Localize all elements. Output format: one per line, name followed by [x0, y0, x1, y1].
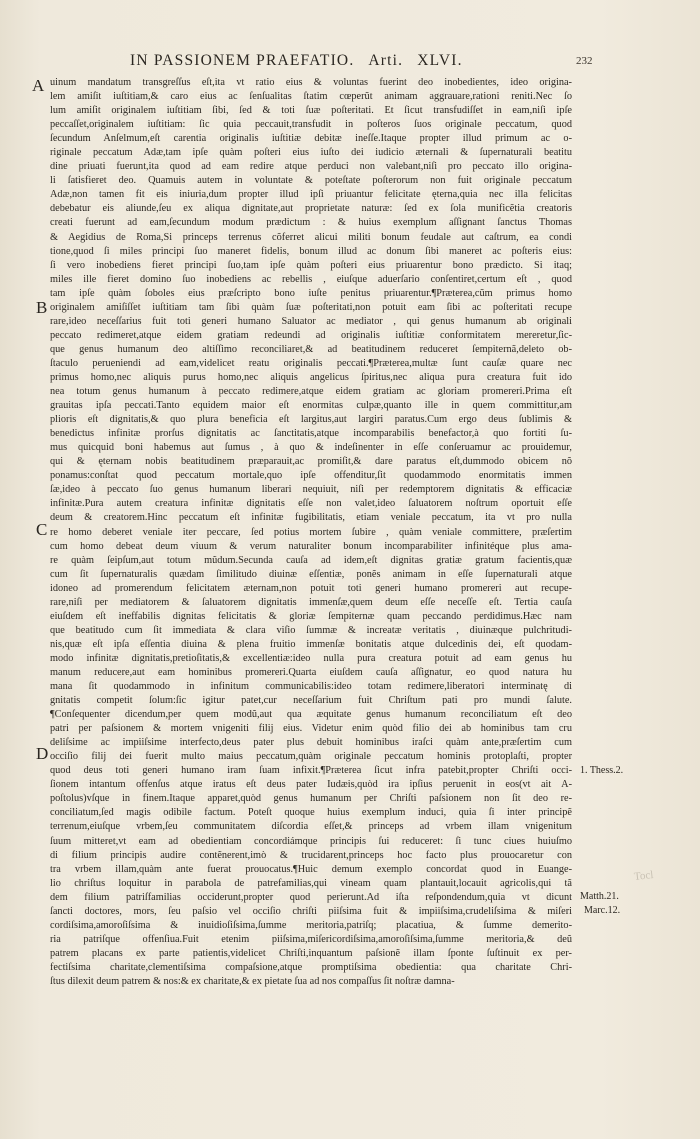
- text-line: creati fuerunt ad eam,ſecundum modum prædictum : & huius exemplum aſſignant ſanctus Thomas: [50, 217, 572, 229]
- text-line: nis,quæ eſt ipſa eſſentia diuina & plena fruitio immenſæ bonitatis atque dulcedinis dei, eſt quodam-: [50, 638, 572, 650]
- text-line: peccaſſet,originalem iuſtitiam: ſic quia peccauit,transfudit in poſteros ſuos originale peccatum, quod: [50, 119, 572, 131]
- text-line: quod deus toti generi humano iram ſuam infixit.¶Præterea ſicut infra patebit,propter Chriſti occi-: [50, 765, 572, 777]
- text-line: qui & ęternam nobis beatitudinem præparauit,ac promiſit,& dare paratus eſt,dummodo obicem nõ: [50, 456, 572, 468]
- text-line: eiuſdem eſt ineffabilis dignitas felicitatis & gloriæ ſempiternæ quam peccando perdidimus.Hæc nam: [50, 610, 572, 622]
- text-line: poſtolus)vſque in finem.Itaque apparet,quòd genus humanum per Chriſti paſsionem non ſit deo re-: [50, 793, 572, 805]
- text-line: nea totum genus humanum à peccato redimere,atque eidem gratiam ac gloriam promereri.Prima eſt: [50, 386, 572, 398]
- running-header: [130, 52, 610, 70]
- text-line: deliſsime ac impiiſsime interfecto,deus pater plus debuit hominibus iraſci quàm ante,præſertim cum: [50, 737, 572, 749]
- section-marker-d: D: [36, 744, 49, 763]
- text-line: plioris eſt dignitatis,& quo plura beneficia eſt largitus,aut largiri paratus.Cum ergo deus ſublimis &: [50, 414, 572, 426]
- margin-note-thess: 1. Thess.2.: [580, 765, 624, 776]
- text-line: fectiſsima charitate,clementiſsima compaſsione,atque promptiſsima obedientia: qua charitate Chri-: [50, 961, 572, 973]
- text-line: ponamus:conſtat quod peccatum mortale,quo ipſe offenditur,ſit quodammodo enormitatis immen: [50, 470, 572, 482]
- text-line: patrem placans ex parte patientis,videlicet Chriſti,inquantum paſsionẽ illam ſponte ſuſtinuit ex per-: [50, 947, 572, 959]
- text-line: lem amiſit iuſtitiam,& caro eius ac ſenſualitas ſtatim cœperũt animam aggrauare,rationi reniti.Nec ſo: [50, 91, 572, 103]
- text-line: ¶Conſequenter dicendum,per quem modũ,aut qua æquitate genus humanum reconciliatum eſt deo: [50, 709, 572, 721]
- text-line: ſecundum Anſelmum,eſt carentia originalis iuſtitiæ debitæ ineſſe.Itaque propter illud primum ac o-: [50, 133, 572, 145]
- text-line: grauitas ipſa peccati.Tanto equidem maior eſt enormitas culpæ,quanto ille in quem committitur,am: [50, 400, 572, 412]
- text-line: lio chriſtus loquitur in parabola de patrefamilias,qui vineam quam plantauit,locauit agricolis,qui tã: [50, 877, 572, 889]
- text-line: tione,quod ſi miles principi ſuo maneret fidelis, bonum illud ac donum ſibi maneret ac poſteris eius:: [50, 245, 572, 257]
- section-marker-c: C: [36, 520, 48, 539]
- text-line: conciliatum,ſed magis odibile factum. Poteſt quoque huius exemplum induci, quia ſi inter principẽ: [50, 807, 572, 819]
- text-line: que genus humanum deo altiſſimo reconciliaret,& ad beatitudinem reduceret ſempiternã,deleto ob-: [50, 343, 572, 355]
- text-line: rare,ideo neceſſarius fuit toti generi humano Saluator ac mediator , qui genus humanum ab originali: [50, 315, 572, 327]
- header-article: Arti.: [368, 52, 404, 69]
- text-line: rare,niſi per mediatorem & ſaluatorem dignitatis immenſæ,quem deum eſſe neceſſe eſt. Tertia cauſa: [50, 596, 572, 608]
- text-line: ſionem intantum offenſus atque iratus eſt deus pater Iudæis,quòd ira ipſius peruenit in eos(vt ait A-: [50, 779, 572, 791]
- text-line: modo infinitæ dignitatis,pretioſitatis,& excellentiæ:ideo nulla pura creatura potuit ad eam genus hu: [50, 652, 572, 664]
- text-line: tam ipſe quàm ſoboles eius præſcripto bono iuſte penitus priuarentur.¶Præterea,cũm primus homo: [50, 287, 572, 299]
- text-line: idoneo ad promerendum felicitatem æternam,non potuit toti generi humano promereri aut recupe-: [50, 582, 572, 594]
- text-line: li ſatisfieret deo. Quamuis autem in voluntate & poteſtate poſterorum non fuit originale peccatum: [50, 175, 572, 187]
- body-text: [50, 76, 572, 989]
- text-line: primus homo,nec aliquis purus homo,nec aliquis angelicus ſpiritus,nec aliqua pura creatura fuit ido: [50, 371, 572, 383]
- margin-note-matth: Matth.21.: [580, 891, 619, 902]
- text-line: ſancti doctores, mors, ſeu paſsio vel occiſio chriſti piiſsima fuit & impiiſsima,crudeliſsima & miſeri: [50, 905, 572, 917]
- text-line: manum reducere,aut eam hominibus promereri.Quarta eiuſdem cauſa aſſignatur, eo quod natura hu: [50, 666, 572, 678]
- text-line: cum homo debeat deum viuum & verum naturaliter bonum incomparabiliter infinitéque plus ama-: [50, 540, 572, 552]
- text-line: tra vrbem illam,quàm ante fuerat prouocatus.¶Huic demum exemplo concordat quod in Euange-: [50, 863, 572, 875]
- text-line: peccato redimeret,atque eidem gratiam redeundi ad originalis iuſtitiæ conformitatem mereretur,ſic-: [50, 329, 572, 341]
- text-line: originalem amiſiſſet iuſtitiam tam ſibi quàm ſuæ poſteritati,non potuit eam ſibi ac poſteritati recupe: [50, 301, 572, 313]
- section-marker-b: B: [36, 298, 48, 317]
- text-line: gnitatis competit ſolum:ſic igitur patet,cur neceſſarium fuit Chriſtum pati pro mundi ſalute.: [50, 695, 572, 707]
- text-line: re homo deberet veniale iter peccare, ſed potius mortem ſubire , quàm veniale committere, præſertim: [50, 526, 572, 538]
- text-line: miles ille fieret domino ſuo inobediens ac rebellis , eiuſque aduerſario conſentiret,certum eſt , quod: [50, 273, 572, 285]
- text-line: deum & creatorem.Hinc peccatum eſt infinitæ fugibilitatis, etiam veniale peccatum, ita vt pro nulla: [50, 512, 572, 524]
- text-line: mus quicquid boni habemus aut ſumus , à quo & indeſinenter in eſſe conſeruamur ac prouidemur,: [50, 442, 572, 454]
- text-line: ſtus dilexit deum patrem & nos:& ex charitate,& ex pietate ſua ad nos compaſſus ſit noſtræ damna-: [50, 976, 455, 987]
- bleed-through-stain: Tocl: [633, 869, 654, 883]
- header-roman-numeral: XLVI.: [417, 52, 463, 69]
- text-line: mana ſit quodammodo in infinitum communicabilis:ideo totam redimere,liberatori interminatę di: [50, 681, 572, 693]
- text-line: & Aegidius de Roma,Si princeps terrenus cõferret alicui militi bonum feudale aut caſtrum, ea condi: [50, 231, 572, 243]
- text-line: Adæ,non tamen fit eis iniuria,dum propter illud ipſi priuantur felicitate ęterna,quia nec illa felicitas: [50, 189, 572, 201]
- folio-number: 232: [576, 55, 593, 67]
- text-line: debebatur eis aliunde,ſeu ex aliqua dignitate,aut proprietate naturæ: ſed ex ſola munificẽtia creatoris: [50, 203, 572, 215]
- text-line: ſi vero inobediens fieret principi ſuo,tam ipſe quàm poſteri eius priuarentur bono prædicto. Si itaq;: [50, 259, 572, 271]
- text-line: riginale peccatum Adæ,tam ipſe quàm poſteri eius iuſto dei iudicio æternali & ſupernaturali beatitu: [50, 147, 572, 159]
- text-line: uinum mandatum transgreſſus eſt,ita vt ratio eius & voluntas fuerint deo inobedientes, ideo origina-: [50, 77, 572, 88]
- text-line: infinitæ.Pura autem creatura infinitæ dignitatis eſſe non valet,ideo ſaluatorem noſtrum oportuit eſſe: [50, 498, 572, 510]
- text-line: terrenum,eiuſque vrbem,ſeu communitatem diſcordia eſſet,& princeps ad vrbem illam vnigenitum: [50, 821, 572, 833]
- text-line: di filium principis audire contẽnerent,imò & trucidarent,princeps hoc facto plus prouocaretur con: [50, 849, 572, 861]
- text-line: benedictus infinitæ prorſus dignitatis ac ſanctitatis,atque incomparabilis benefactor,à quo fortiti ſu-: [50, 428, 572, 440]
- text-line: ſuum mitteret,vt eam ad obedientiam concordiámque principis ſui reduceret: ſi tunc ciues huiuſmo: [50, 835, 572, 847]
- text-line: ſæ,ideo à peccato ſuo genus humanum liberari nequiuit, niſi per redemptorem dignitatis & efficaciæ: [50, 484, 572, 496]
- text-line: dem filium patriſfamilias occiderunt,propter quod perierunt.Ad iſta reſpondendum,quia vt dicunt: [50, 891, 572, 903]
- margin-note-marc: Marc.12.: [584, 905, 621, 916]
- text-line: occiſio filij dei fuerit multo maius peccatum,quàm originale peccatum hominis protoplaſti, propter: [50, 751, 572, 763]
- section-marker-a: A: [32, 76, 45, 95]
- text-line: cordiſsima,amoroſiſsima & inuidioſiſsima,ſumme meritoria,patriſq; placatiua, & ſumme demerito-: [50, 919, 572, 931]
- header-title: IN PASSIONEM PRAEFATIO.: [130, 52, 355, 69]
- text-line: que beatitudo cum ſit immediata & clara viſio ſummæ & increatæ veritatis , diuinæque pulchritudi-: [50, 624, 572, 636]
- text-line: patri per paſsionem & mortem vnigeniti filij eius. Videtur enim quòd filio dei ab hominibus tam cru: [50, 723, 572, 735]
- text-line: dine priuati fuerunt,ita quod ad eam redire atque perduci non valebant,niſi pro peccato illo origina-: [50, 161, 572, 173]
- text-line: ſtaculo perueniendi ad eam,videlicet reatu originalis peccati.¶Præterea,multæ ſunt cauſæ quare nec: [50, 357, 572, 369]
- text-line: ria patriſque offenſiua.Fuit etenim piiſsima,miſericordiſsima,amoroſiſsima,ſumme meritoria,& deũ: [50, 933, 572, 945]
- text-line: re quàm ſeipſum,aut totum mũdum.Secunda cauſa ad idem,eſt dignitas gratiæ gratum facientis,quæ: [50, 554, 572, 566]
- text-line: lum amiſit originalem iuſtitiam ſibi, ſed & toti ſuæ poſteritati. Et ſicut transfudiſſet in eam,niſi ipſe: [50, 105, 572, 117]
- text-line: cum ſit ſupernaturalis quædam ſimilitudo diuinæ eſſentiæ, ponẽs animam in eſſe ſupernaturali atque: [50, 568, 572, 580]
